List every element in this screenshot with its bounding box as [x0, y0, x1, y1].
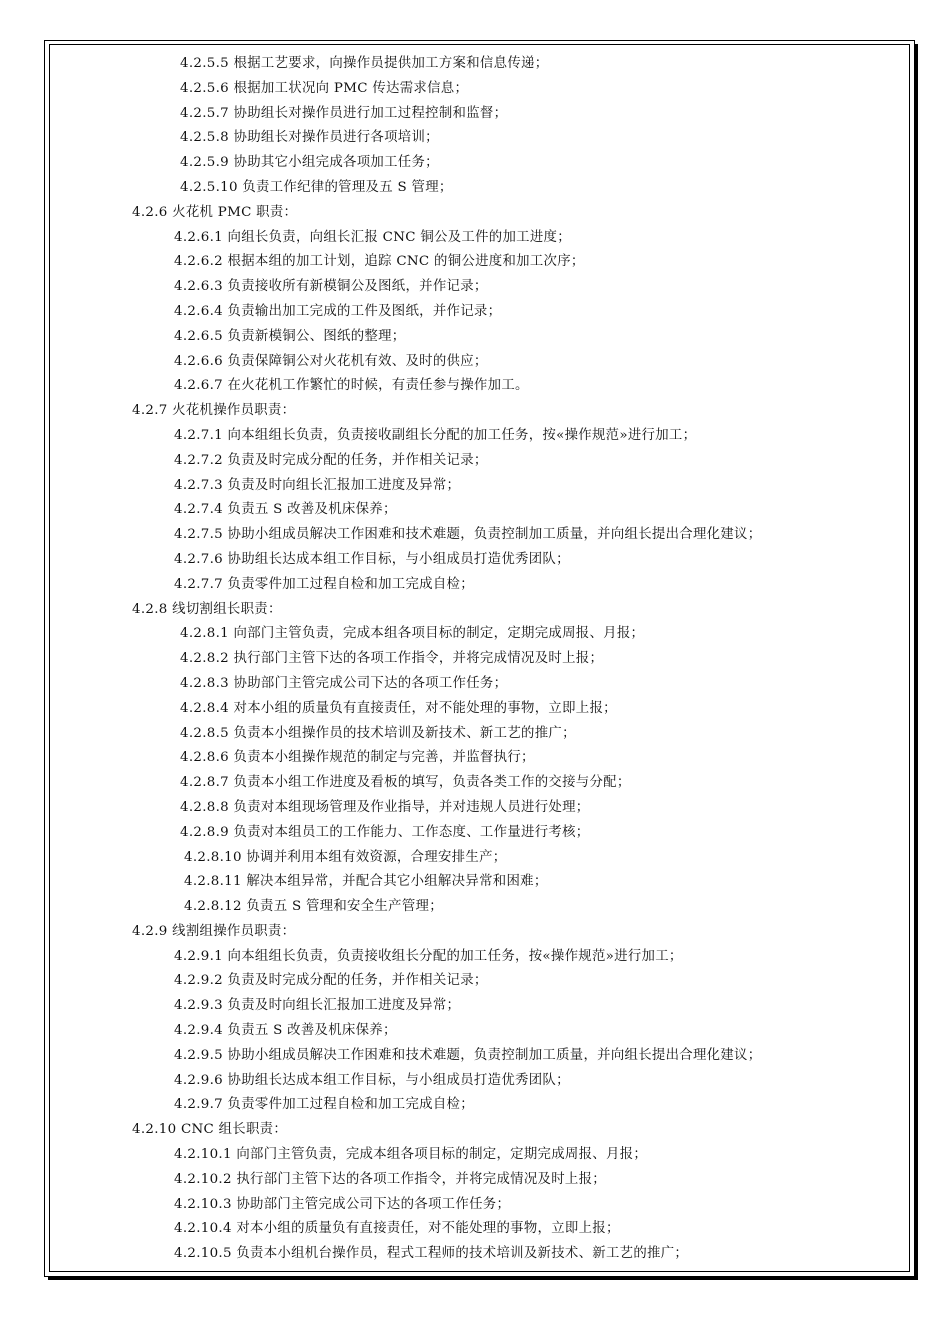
- list-item: 4.2.6.4 负责输出加工完成的工件及图纸，并作记录；: [174, 303, 502, 319]
- section-heading: 4.2.6 火花机 PMC 职责：: [132, 204, 298, 220]
- list-item: 4.2.8.9 负责对本组员工的工作能力、工作态度、工作量进行考核；: [180, 824, 590, 840]
- list-item: 4.2.9.3 负责及时向组长汇报加工进度及异常；: [174, 998, 461, 1014]
- list-item: 4.2.5.9 协助其它小组完成各项加工任务；: [180, 155, 439, 171]
- list-item: 4.2.10.5 负责本小组机台操作员，程式工程师的技术培训及新技术、新工艺的推广；: [174, 1246, 689, 1262]
- list-item: 4.2.9.2 负责及时完成分配的任务，并作相关记录；: [174, 973, 488, 989]
- list-item: 4.2.8.2 执行部门主管下达的各项工作指令，并将完成情况及时上报；: [180, 651, 604, 667]
- section-heading: 4.2.7 火花机操作员职责：: [132, 403, 296, 419]
- list-item: 4.2.8.10 协调并利用本组有效资源，合理安排生产；: [184, 849, 507, 865]
- list-item: 4.2.5.7 协助组长对操作员进行加工过程控制和监督；: [180, 105, 508, 121]
- list-item: 4.2.5.5 根据工艺要求，向操作员提供加工方案和信息传递；: [180, 56, 549, 71]
- list-item: 4.2.7.4 负责五 S 改善及机床保养；: [174, 502, 397, 518]
- list-item: 4.2.10.4 对本小组的质量负有直接责任，对不能处理的事物，立即上报；: [174, 1221, 620, 1237]
- list-item: 4.2.6.7 在火花机工作繁忙的时候，有责任参与操作加工。: [174, 378, 529, 394]
- list-item: 4.2.6.1 向组长负责，向组长汇报 CNC 铜公及工件的加工进度；: [174, 229, 571, 245]
- list-item: 4.2.7.3 负责及时向组长汇报加工进度及异常；: [174, 477, 461, 493]
- list-item: 4.2.6.6 负责保障铜公对火花机有效、及时的供应；: [174, 353, 488, 369]
- list-item: 4.2.6.2 根据本组的加工计划，追踪 CNC 的铜公进度和加工次序；: [174, 254, 585, 270]
- list-item: 4.2.8.7 负责本小组工作进度及看板的填写，负责各类工作的交接与分配；: [180, 775, 631, 791]
- list-item: 4.2.8.6 负责本小组操作规范的制定与完善，并监督执行；: [180, 750, 535, 766]
- list-item: 4.2.5.6 根据加工状况向 PMC 传达需求信息；: [180, 80, 469, 96]
- list-item: 4.2.9.5 协助小组成员解决工作困难和技术难题，负责控制加工质量，并向组长提出合理化建议；: [174, 1047, 762, 1063]
- list-item: 4.2.10.2 执行部门主管下达的各项工作指令，并将完成情况及时上报；: [174, 1171, 606, 1187]
- list-item: 4.2.8.3 协助部门主管完成公司下达的各项工作任务；: [180, 675, 508, 691]
- list-item: 4.2.7.5 协助小组成员解决工作困难和技术难题，负责控制加工质量，并向组长提出合理化建议；: [174, 527, 762, 543]
- list-item: 4.2.10.3 协助部门主管完成公司下达的各项工作任务；: [174, 1196, 511, 1212]
- section-heading: 4.2.10 CNC 组长职责：: [132, 1122, 288, 1138]
- list-item: 4.2.9.1 向本组组长负责，负责接收组长分配的加工任务，按«操作规范»进行加工；: [174, 948, 683, 964]
- list-item: 4.2.7.7 负责零件加工过程自检和加工完成自检；: [174, 576, 474, 592]
- list-item: 4.2.10.1 向部门主管负责，完成本组各项目标的制定，定期完成周报、月报；: [174, 1147, 648, 1163]
- list-item: 4.2.8.1 向部门主管负责，完成本组各项目标的制定，定期完成周报、月报；: [180, 626, 645, 642]
- list-item: 4.2.7.2 负责及时完成分配的任务，并作相关记录；: [174, 452, 488, 468]
- list-item: 4.2.8.11 解决本组异常，并配合其它小组解决异常和困难；: [184, 874, 548, 890]
- list-item: 4.2.9.6 协助组长达成本组工作目标，与小组成员打造优秀团队；: [174, 1072, 570, 1088]
- list-item: 4.2.6.3 负责接收所有新模铜公及图纸，并作记录；: [174, 279, 488, 295]
- list-item: 4.2.8.5 负责本小组操作员的技术培训及新技术、新工艺的推广；: [180, 725, 576, 741]
- list-item: 4.2.7.6 协助组长达成本组工作目标，与小组成员打造优秀团队；: [174, 551, 570, 567]
- document-body: [0, 52, 950, 1267]
- list-item: 4.2.8.4 对本小组的质量负有直接责任，对不能处理的事物，立即上报；: [180, 700, 617, 716]
- list-item: 4.2.8.8 负责对本组现场管理及作业指导，并对违规人员进行处理；: [180, 799, 590, 815]
- list-item: 4.2.7.1 向本组组长负责，负责接收副组长分配的加工任务，按«操作规范»进行加工；: [174, 427, 697, 443]
- list-item: 4.2.5.8 协助组长对操作员进行各项培训；: [180, 130, 439, 146]
- page-border-shadow-bottom: [48, 1277, 918, 1280]
- list-item: 4.2.9.4 负责五 S 改善及机床保养；: [174, 1023, 397, 1039]
- list-item: 4.2.6.5 负责新模铜公、图纸的整理；: [174, 328, 406, 344]
- list-item: 4.2.9.7 负责零件加工过程自检和加工完成自检；: [174, 1097, 474, 1113]
- list-item: 4.2.5.10 负责工作纪律的管理及五 S 管理；: [180, 179, 453, 195]
- list-item: 4.2.8.12 负责五 S 管理和安全生产管理；: [184, 899, 443, 915]
- section-heading: 4.2.8 线切割组长职责：: [132, 601, 282, 617]
- section-heading: 4.2.9 线割组操作员职责：: [132, 923, 296, 939]
